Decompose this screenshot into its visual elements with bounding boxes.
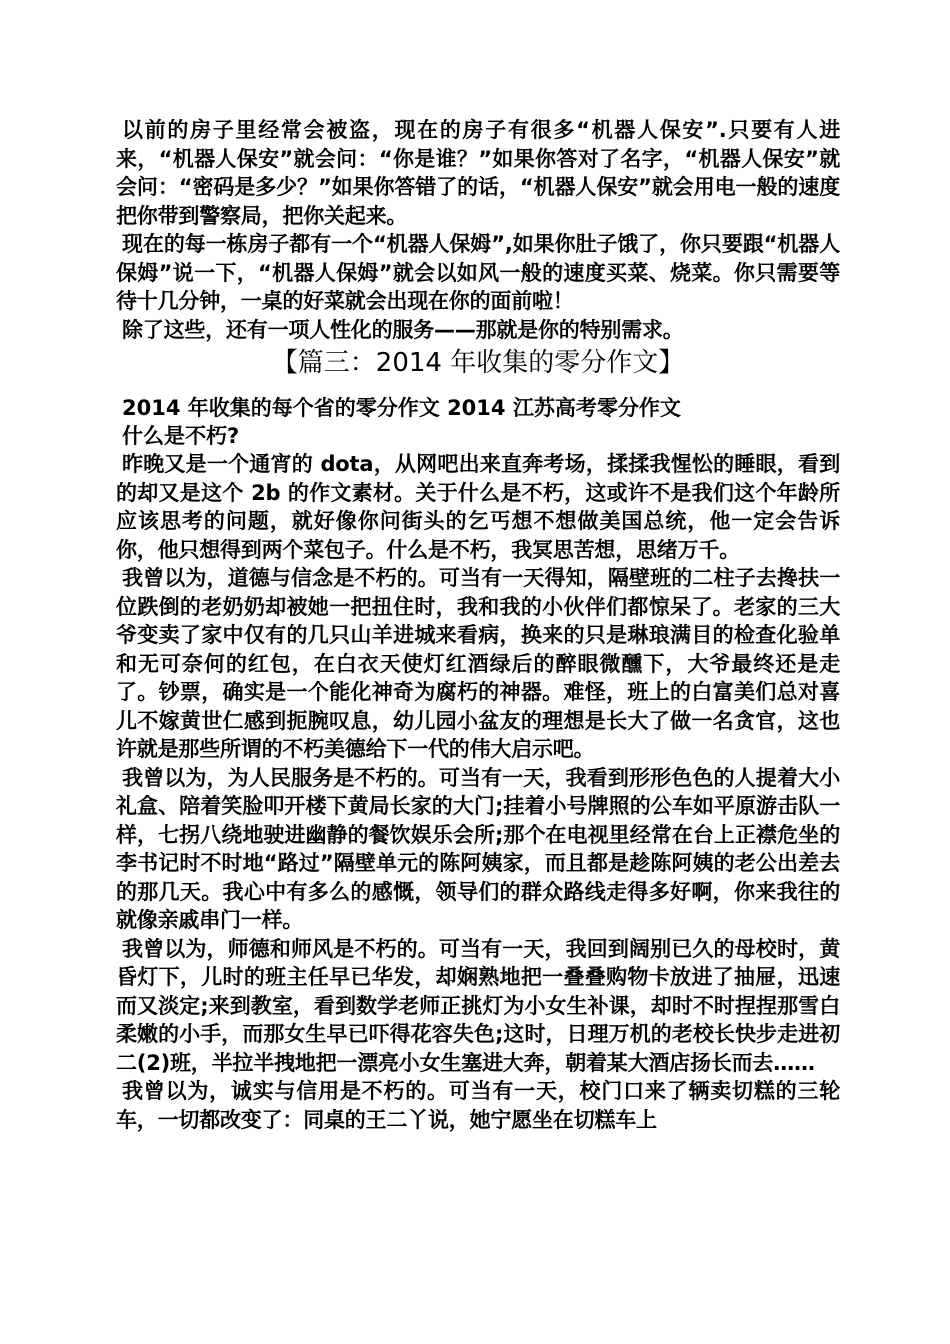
paragraph-body-5: 我曾以为，诚实与信用是不朽的。可当有一天，校门口来了辆卖切糕的三轮车，一切都改变了：同桌的王二丫说，她宁愿坐在切糕车上	[116, 1079, 840, 1132]
document-body	[116, 116, 840, 1134]
paragraph-robot-guard: 以前的房子里经常会被盗，现在的房子有很多“机器人保安”.只要有人进来，“机器人保安”就会问：“你是谁？”如果你答对了名字，“机器人保安”就会问：“密码是多少？”如果你答错了的话，“机器人保安”就会用电一般的速度把你带到警察局，把你关起来。	[116, 118, 840, 228]
subheading: 2014 年收集的每个省的零分作文 2014 江苏高考零分作文	[122, 396, 681, 420]
essay-title: 什么是不朽?	[122, 424, 240, 448]
paragraph-body-4: 我曾以为，师德和师风是不朽的。可当有一天，我回到阔别已久的母校时，黄昏灯下，儿时的班主任早已华发，却娴熟地把一叠叠购物卡放进了抽屉，迅速而又淡定;来到教室，看到数学老师正挑灯为小女生补课，却时不时捏捏那雪白柔嫩的小手，而那女生早已吓得花容失色;这时，日理万机的老校长快步走进初二(2)班，半拉半拽地把一漂亮小女生塞进大奔，朝着某大酒店扬长而去……	[116, 936, 840, 1075]
section-heading: 【篇三：2014 年收集的零分作文】	[271, 348, 685, 378]
paragraph-special-service: 除了这些，还有一项人性化的服务——那就是你的特别需求。	[122, 317, 684, 342]
paragraph-body-2: 我曾以为，道德与信念是不朽的。可当有一天得知，隔壁班的二柱子去搀扶一位跌倒的老奶奶却被她一把扭住时，我和我的小伙伴们都惊呆了。老家的三大爷变卖了家中仅有的几只山羊进城来看病，换来的只是琳琅满目的检查化验单和无可奈何的红包，在白衣天使灯红酒绿后的醉眼微醺下，大爷最终还是走了。钞票，确实是一个能化神奇为腐朽的神器。难怪，班上的白富美们总对喜儿不嫁黄世仁感到扼腕叹息，幼儿园小盆友的理想是长大了做一名贪官，这也许就是那些所谓的不朽美德给下一代的伟大启示吧。	[116, 566, 840, 761]
paragraph-body-1: 昨晚又是一个通宵的 dota，从网吧出来直奔考场，揉揉我惺忪的睡眼，看到的却又是这个 2b 的作文素材。关于什么是不朽，这或许不是我们这个年龄所应该思考的问题，就好像你问街头的乞丐想不想做美国总统，他一定会告诉你，他只想得到两个菜包子。什么是不朽，我冥思苦想，思绪万千。	[116, 452, 840, 562]
paragraph-body-3: 我曾以为，为人民服务是不朽的。可当有一天，我看到形形色色的人提着大小礼盒、陪着笑脸叩开楼下黄局长家的大门;挂着小号牌照的公车如平原游击队一样，七拐八绕地驶进幽静的餐饮娱乐会所;那个在电视里经常在台上正襟危坐的李书记时不时地“路过”隔壁单元的陈阿姨家，而且都是趁陈阿姨的老公出差去的那几天。我心中有多么的感慨，领导们的群众路线走得多好啊，你来我往的就像亲戚串门一样。	[116, 765, 840, 932]
paragraph-robot-nanny: 现在的每一栋房子都有一个“机器人保姆”,如果你肚子饿了，你只要跟“机器人保姆”说一下，“机器人保姆”就会以如风一般的速度买菜、烧菜。你只需要等待十几分钟，一桌的好菜就会出现在你的面前啦！	[116, 232, 840, 313]
